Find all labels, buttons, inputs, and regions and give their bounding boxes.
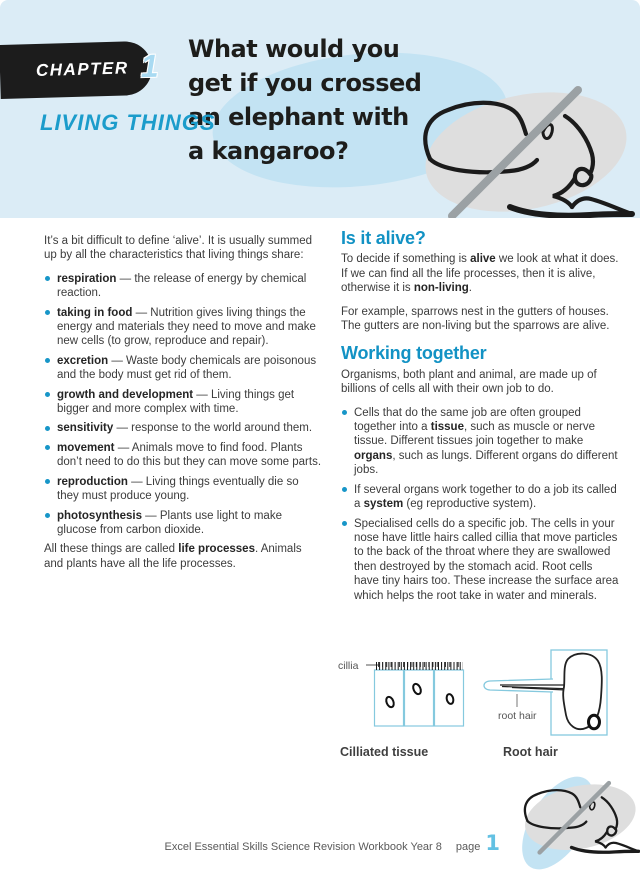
joke-line: get if you crossed — [188, 69, 422, 97]
list-item: taking in food — Nutrition gives living things the energy and materials they need to move and make new cells (to grow, reproduce and repair). — [44, 306, 323, 349]
corner-graphic — [496, 768, 640, 878]
intro-paragraph: It’s a bit difficult to define ‘alive’. It is usually summed up by all the characteristics that living things share: — [44, 235, 313, 262]
ciliated-tissue-diagram — [336, 649, 486, 749]
page-footer — [0, 831, 500, 855]
right-column — [341, 228, 620, 608]
list-item: respiration — the release of energy by chemical reaction. — [44, 272, 323, 301]
section-heading-working-together: Working together — [341, 343, 487, 364]
life-process-list — [44, 272, 323, 538]
joke-line: What would you — [188, 35, 400, 63]
paragraph-alive: To decide if something is alive we look at what it does. If we can find all the life processes, then it is alive, otherwise it is non-living. — [341, 253, 619, 295]
page-label: page — [455, 841, 481, 853]
joke-line: a kangaroo? — [188, 137, 349, 165]
cilia-label: cillia — [338, 660, 359, 672]
book-title: Excel Essential Skills Science Revision Workbook Year 8 — [164, 841, 442, 853]
chapter-label: CHAPTER — [35, 58, 129, 80]
chapter-title: LIVING THINGS — [40, 110, 216, 135]
list-item: Specialised cells do a specific job. The cells in your nose have little hairs called cillia that move particles to the back of the throat where they are swallowed then destroyed by the stomach acid. Root cells have tiny hairs too. These increase the surface area which helps the root take in water and minerals. — [341, 517, 620, 603]
list-item: If several organs work together to do a job its called a system (eg reproductive system). — [341, 483, 620, 512]
root-hair-caption: Root hair — [503, 745, 558, 759]
chapter-badge — [0, 41, 159, 99]
list-item: Cells that do the same job are often grouped together into a tissue, such as muscle or nerve tissue. Different tissues join together to make organs, such as lungs. Different organs do different jobs. — [341, 406, 620, 478]
section-heading-is-it-alive: Is it alive? — [341, 228, 426, 248]
root-hair-label: root hair — [498, 710, 537, 722]
list-item: growth and development — Living things get bigger and more complex with time. — [44, 388, 323, 417]
root-cell-nucleus — [589, 715, 600, 729]
paragraph-sparrows: For example, sparrows nest in the gutters of houses. The gutters are non-living but the sparrows are alive. — [341, 305, 610, 333]
page-header — [0, 0, 640, 218]
joke-line: an elephant with — [188, 103, 409, 131]
working-together-list — [341, 406, 620, 603]
left-column — [44, 234, 323, 580]
list-item: excretion — Waste body chemicals are poisonous and the body must get rid of them. — [44, 354, 323, 383]
list-item: photosynthesis — Plants use light to make glucose from carbon dioxide. — [44, 509, 323, 538]
joke-title — [188, 32, 421, 168]
ciliated-tissue-caption: Cilliated tissue — [340, 745, 429, 759]
list-item: movement — Animals move to find food. Plants don’t need to do this but they can move some parts. — [44, 441, 323, 470]
closing-paragraph: All these things are called life processes. Animals and plants have all the life processes. — [44, 543, 302, 570]
list-item: sensitivity — response to the world around them. — [44, 421, 323, 435]
list-item: reproduction — Living things eventually die so they must produce young. — [44, 475, 323, 504]
page-number: 1 — [485, 831, 500, 855]
root-hair-diagram — [478, 645, 640, 750]
chapter-number: 1 — [140, 47, 159, 84]
paragraph-organisms: Organisms, both plant and animal, are made up of billions of cells all with their own job to do. — [341, 368, 597, 396]
